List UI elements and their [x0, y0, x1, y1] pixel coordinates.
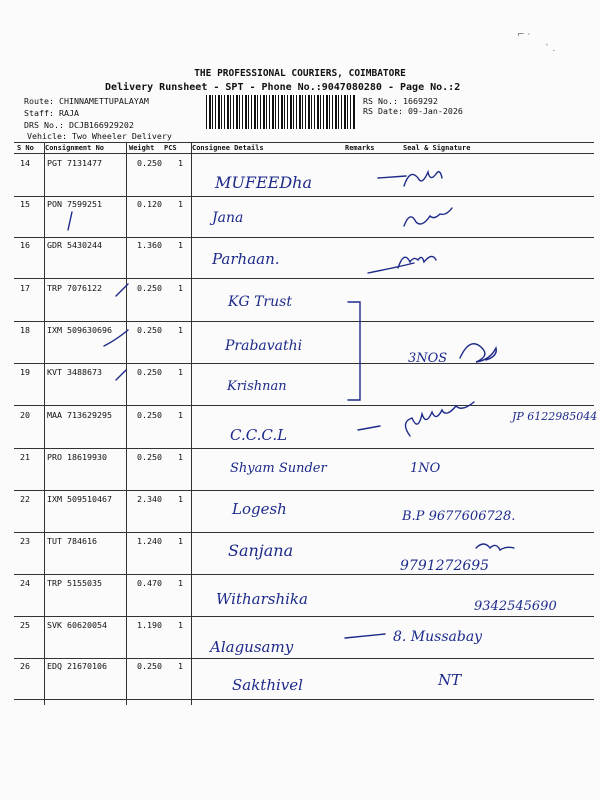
row-consignment: KVT 3488673	[47, 367, 102, 377]
row-divider	[14, 699, 594, 700]
row-weight: 0.250	[137, 283, 162, 293]
row-weight: 0.250	[137, 452, 162, 462]
rs-date: RS Date: 09-Jan-2026	[363, 106, 463, 116]
dash-mark	[358, 426, 380, 430]
row-pcs: 1	[178, 452, 183, 462]
row-divider	[14, 532, 594, 533]
col-remarks: Remarks	[345, 144, 375, 152]
seal-handwriting: 1NO	[410, 461, 441, 476]
signature-scribble	[405, 402, 474, 436]
row-weight: 0.120	[137, 199, 162, 209]
row-pcs: 1	[178, 410, 183, 420]
row-pcs: 1	[178, 578, 183, 588]
row-consignment: TUT 784616	[47, 536, 97, 546]
row-divider	[14, 363, 594, 364]
row-divider	[14, 405, 594, 406]
company-title: THE PROFESSIONAL COURIERS, COIMBATORE	[194, 68, 406, 79]
seal-handwriting: 9342545690	[474, 599, 557, 614]
row-pcs: 1	[178, 240, 183, 250]
consignee-handwriting: Shyam Sunder	[230, 461, 327, 476]
consignee-handwriting: Sanjana	[228, 541, 294, 560]
table-top-rule	[14, 142, 594, 143]
seal-handwriting: 9791272695	[400, 558, 490, 574]
staff-label: Staff: RAJA	[24, 108, 79, 118]
scan-speck: ` .	[545, 44, 556, 54]
consignee-handwriting: C.C.C.L	[230, 426, 288, 444]
tick-mark	[68, 212, 72, 230]
row-divider	[14, 658, 594, 659]
route-label: Route: CHINNAMETTUPALAYAM	[24, 96, 149, 106]
runsheet-subtitle: Delivery Runsheet - SPT - Phone No.:9047080280 - Page No.:2	[105, 82, 461, 93]
signature-scribble	[404, 208, 452, 226]
row-divider	[14, 237, 594, 238]
dash-mark	[378, 176, 406, 178]
col-sno: S No	[17, 144, 34, 152]
col-consignment: Consignment No	[45, 144, 105, 152]
row-divider	[14, 196, 594, 197]
row-pcs: 1	[178, 283, 183, 293]
seal-handwriting: NT	[438, 671, 462, 689]
col-divider	[126, 142, 127, 705]
col-pcs: PCS	[164, 144, 177, 152]
row-pcs: 1	[178, 325, 183, 335]
row-divider	[14, 321, 594, 322]
drs-number: DRS No.: DCJB166929202	[24, 120, 134, 130]
signature-scribble	[476, 544, 514, 550]
row-divider	[14, 278, 594, 279]
row-consignment: IXM 509630696	[47, 325, 112, 335]
consignee-handwriting: Parhaan.	[212, 250, 280, 268]
row-consignment: TRP 5155035	[47, 578, 102, 588]
consignee-handwriting: Jana	[212, 210, 244, 226]
row-sno: 22	[20, 494, 30, 504]
signature-scribble	[460, 344, 496, 362]
row-consignment: PGT 7131477	[47, 158, 102, 168]
row-pcs: 1	[178, 199, 183, 209]
row-pcs: 1	[178, 661, 183, 671]
seal-handwriting: JP 6122985044	[512, 410, 598, 423]
row-consignment: EDQ 21670106	[47, 661, 107, 671]
row-sno: 20	[20, 410, 30, 420]
row-weight: 1.190	[137, 620, 162, 630]
seal-handwriting: 8. Mussabay	[393, 629, 483, 645]
row-pcs: 1	[178, 620, 183, 630]
consignee-handwriting: Krishnan	[227, 379, 287, 394]
signature-scribble	[398, 256, 436, 268]
consignee-handwriting: Witharshika	[216, 590, 308, 608]
row-divider	[14, 574, 594, 575]
row-pcs: 1	[178, 494, 183, 504]
row-sno: 24	[20, 578, 30, 588]
row-sno: 23	[20, 536, 30, 546]
row-weight: 0.250	[137, 158, 162, 168]
consignee-handwriting: Prabavathi	[225, 338, 303, 354]
row-sno: 14	[20, 158, 30, 168]
table-header-rule	[14, 153, 594, 154]
row-weight: 0.470	[137, 578, 162, 588]
row-weight: 2.340	[137, 494, 162, 504]
row-sno: 17	[20, 283, 30, 293]
consignee-handwriting: KG Trust	[228, 294, 292, 310]
row-divider	[14, 448, 594, 449]
dash-mark	[368, 263, 414, 273]
row-consignment: IXM 509510467	[47, 494, 112, 504]
consignee-handwriting: Sakthivel	[232, 676, 303, 694]
row-divider	[14, 490, 594, 491]
row-consignment: TRP 7076122	[47, 283, 102, 293]
rs-number: RS No.: 1669292	[363, 96, 438, 106]
scan-speck: ⌐ ·	[517, 30, 531, 40]
dash-mark	[345, 634, 385, 638]
barcode-image	[206, 95, 356, 129]
seal-handwriting: 3NOS	[408, 351, 448, 366]
col-weight: Weight	[129, 144, 155, 152]
row-weight: 1.240	[137, 536, 162, 546]
seal-handwriting: B.P 9677606728.	[402, 509, 516, 524]
bracket-mark	[348, 302, 360, 400]
signature-scribble	[404, 172, 442, 186]
row-consignment: GDR 5430244	[47, 240, 102, 250]
consignee-handwriting: MUFEEDha	[215, 173, 312, 192]
row-consignment: SVK 60620054	[47, 620, 107, 630]
tick-mark	[116, 370, 126, 380]
vehicle-label: Vehicle: Two Wheeler Delivery	[27, 131, 172, 141]
consignee-handwriting: Alagusamy	[210, 638, 294, 656]
row-weight: 0.250	[137, 410, 162, 420]
row-sno: 15	[20, 199, 30, 209]
row-consignment: PON 7599251	[47, 199, 102, 209]
consignee-handwriting: Logesh	[232, 500, 287, 518]
col-consignee: Consignee Details	[192, 144, 264, 152]
col-divider	[191, 142, 192, 705]
row-weight: 0.250	[137, 367, 162, 377]
row-pcs: 1	[178, 367, 183, 377]
row-sno: 19	[20, 367, 30, 377]
row-pcs: 1	[178, 158, 183, 168]
row-divider	[14, 616, 594, 617]
row-sno: 21	[20, 452, 30, 462]
col-seal: Seal & Signature	[403, 144, 471, 152]
row-consignment: MAA 713629295	[47, 410, 112, 420]
row-consignment: PRO 18619930	[47, 452, 107, 462]
row-sno: 26	[20, 661, 30, 671]
row-weight: 1.360	[137, 240, 162, 250]
col-divider	[44, 142, 45, 705]
row-weight: 0.250	[137, 325, 162, 335]
row-pcs: 1	[178, 536, 183, 546]
row-sno: 16	[20, 240, 30, 250]
row-sno: 25	[20, 620, 30, 630]
row-weight: 0.250	[137, 661, 162, 671]
row-sno: 18	[20, 325, 30, 335]
